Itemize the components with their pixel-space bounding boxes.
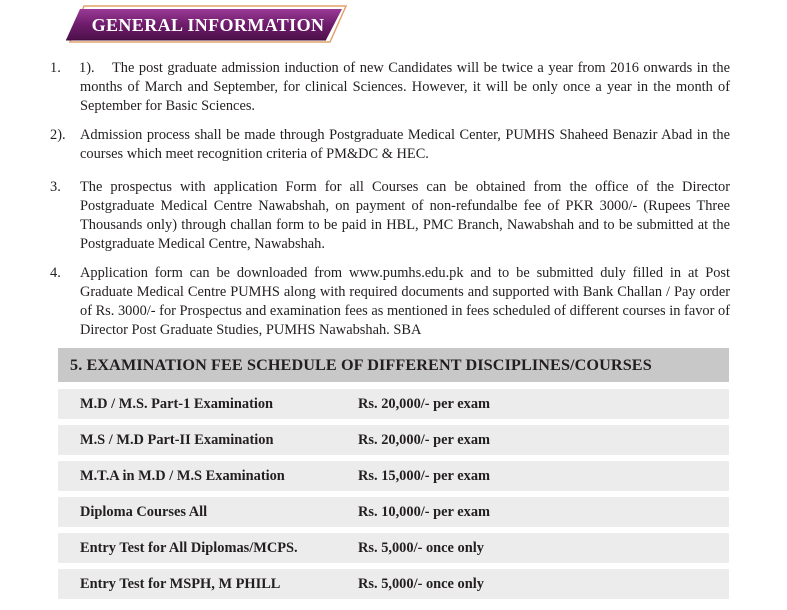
fee-amount: Rs. 5,000/- once only (358, 540, 484, 556)
fee-schedule-header (58, 348, 729, 382)
fee-row (58, 497, 729, 527)
fee-row (58, 425, 729, 455)
fee-amount: Rs. 15,000/- per exam (358, 468, 491, 484)
fee-row (58, 389, 729, 419)
item-text-first-line: The post graduate admission induction of new Candidates will be twice a year from 2016 onwards in the (112, 60, 730, 76)
item-number: 2). (50, 127, 66, 143)
info-item-4 (50, 264, 730, 340)
fee-course: Entry Test for All Diplomas/MCPS. (80, 540, 298, 556)
info-item-2 (50, 126, 730, 164)
fee-course: Diploma Courses All (80, 504, 208, 520)
fee-amount: Rs. 20,000/- per exam (358, 396, 491, 412)
fee-course: M.T.A in M.D / M.S Examination (80, 468, 285, 484)
fee-course: M.S / M.D Part-II Examination (80, 432, 274, 448)
banner-title: GENERAL INFORMATION (91, 15, 325, 35)
item-number: 4. (50, 265, 61, 281)
item-text: The prospectus with application Form for all Courses can be obtained from the office of the Director Postgraduate Medical Centre Nawabshah, on payment of non-refundalbe fee of PKR 3000/- (Rupees Three Thousands only) through challan form to be paid in HBL, PMC Branch, Nawabshah and to be submitted at the Postgraduate Medical Centre, Nawabshah. (80, 179, 730, 252)
fee-course: Entry Test for MSPH, M PHILL (80, 576, 281, 592)
item-text: Admission process shall be made through Postgraduate Medical Center, PUMHS Shaheed Benazir Abad in the courses which meet recognition criteria of PM&DC & HEC. (80, 127, 730, 162)
fee-amount: Rs. 20,000/- per exam (358, 432, 491, 448)
item-sub-number: 1). (79, 60, 95, 76)
info-item-3 (50, 178, 730, 254)
fee-row (58, 461, 729, 491)
item-number: 1. (50, 60, 61, 76)
item-text: Application form can be downloaded from www.pumhs.edu.pk and to be submitted duly filled in at Post Graduate Medical Centre PUMHS along with required documents and supported with Bank Challan / Pay order of Rs. 3000/- for Prospectus and examination fees as mentioned in fees scheduled of different courses in favor of Director Post Graduate Studies, PUMHS Nawabshah. SBA (80, 265, 730, 338)
fee-row (58, 569, 729, 599)
info-item-1 (50, 59, 730, 116)
fee-amount: Rs. 10,000/- per exam (358, 504, 491, 520)
section-banner (62, 4, 352, 44)
item-text-rest: months of March and September, for clinical Sciences. However, it will be only once a year in the month of September for Basic Sciences. (80, 79, 730, 114)
fee-schedule-title: 5. EXAMINATION FEE SCHEDULE OF DIFFERENT DISCIPLINES/COURSES (70, 356, 652, 374)
fee-row (58, 533, 729, 563)
item-number: 3. (50, 179, 61, 195)
fee-amount: Rs. 5,000/- once only (358, 576, 484, 592)
fee-course: M.D / M.S. Part-1 Examination (80, 396, 274, 412)
